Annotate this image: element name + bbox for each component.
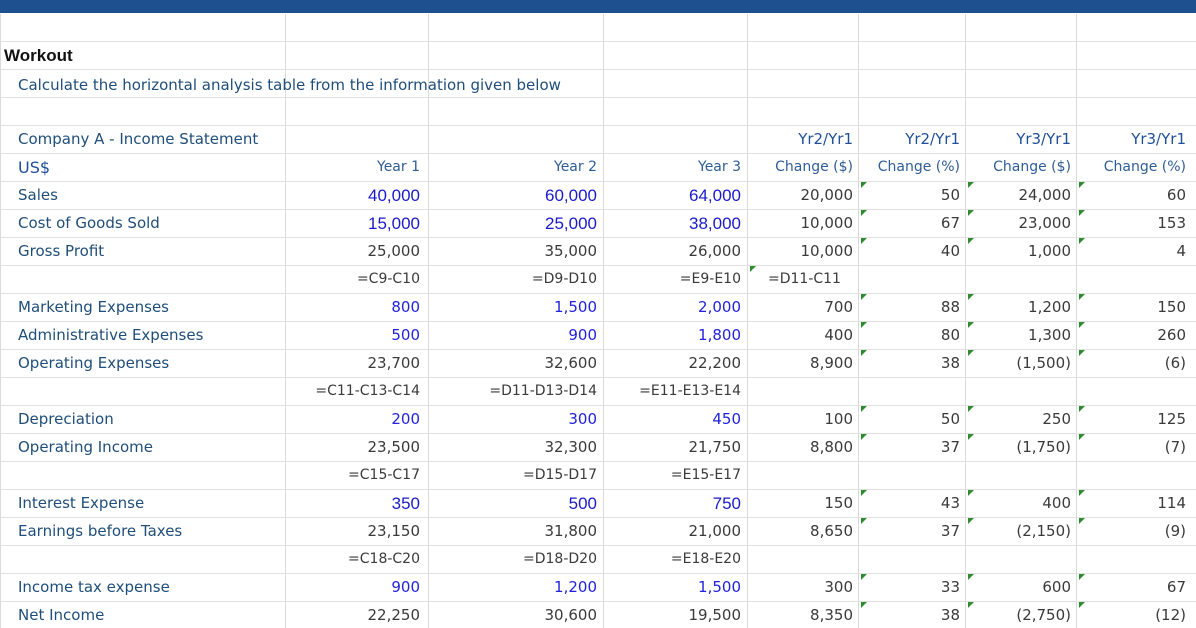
- yr3-change-percent-cell[interactable]: 4: [1176, 242, 1186, 260]
- table-row[interactable]: [0, 182, 1196, 210]
- yr3-change-dollar-cell[interactable]: 1,300: [1028, 326, 1071, 344]
- yr2-change-dollar-cell[interactable]: 10,000: [800, 242, 853, 260]
- row-label-cell[interactable]: Administrative Expenses: [18, 326, 204, 344]
- yr2-change-percent-cell[interactable]: 88: [940, 298, 960, 316]
- formula-error-indicator-icon: [861, 574, 867, 580]
- row-label-cell[interactable]: Operating Income: [18, 438, 153, 456]
- yr3-change-dollar-cell[interactable]: (1,500): [1016, 354, 1071, 372]
- formula-row[interactable]: [0, 378, 1196, 406]
- formula-error-indicator-icon: [861, 490, 867, 496]
- year3-value-cell[interactable]: 21,750: [688, 438, 741, 456]
- formula-text-cell[interactable]: =E11-E13-E14: [639, 383, 741, 399]
- row-label-cell[interactable]: Depreciation: [18, 410, 114, 428]
- yr3-change-percent-cell[interactable]: 67: [1166, 578, 1186, 596]
- yr2-change-dollar-cell[interactable]: 150: [824, 494, 853, 512]
- yr2-change-dollar-cell[interactable]: 8,800: [810, 438, 853, 456]
- formula-error-indicator-icon: [861, 210, 867, 216]
- year3-value-cell[interactable]: 22,200: [688, 354, 741, 372]
- table-row[interactable]: [0, 574, 1196, 602]
- formula-text-cell[interactable]: =D18-D20: [523, 551, 597, 567]
- row-label-cell[interactable]: Operating Expenses: [18, 354, 170, 372]
- formula-row[interactable]: [0, 546, 1196, 574]
- yr2-change-percent-cell[interactable]: 38: [940, 354, 960, 372]
- year3-value-cell[interactable]: 38,000: [689, 214, 741, 233]
- yr2-yr1-header-cell[interactable]: Yr2/Yr1: [905, 130, 960, 148]
- year2-value-cell[interactable]: 25,000: [545, 214, 597, 233]
- yr3-change-dollar-cell[interactable]: 1,200: [1028, 298, 1071, 316]
- formula-text-cell[interactable]: =D11-C11: [768, 271, 841, 287]
- formula-error-indicator-icon: [1079, 238, 1085, 244]
- formula-error-indicator-icon: [861, 350, 867, 356]
- year1-value-cell[interactable]: 350: [391, 494, 420, 513]
- year3-value-cell[interactable]: 26,000: [688, 242, 741, 260]
- formula-error-indicator-icon: [1079, 350, 1085, 356]
- year2-value-cell[interactable]: 1,500: [554, 298, 597, 316]
- yr2-change-dollar-cell[interactable]: 100: [824, 410, 853, 428]
- yr2-change-dollar-cell[interactable]: 20,000: [800, 186, 853, 204]
- sheet-title[interactable]: Workout: [4, 46, 73, 65]
- yr3-change-percent-cell[interactable]: 153: [1157, 214, 1186, 232]
- window-top-bar: [0, 0, 1196, 13]
- year1-value-cell[interactable]: 25,000: [367, 242, 420, 260]
- yr3-change-dollar-cell[interactable]: 600: [1042, 578, 1071, 596]
- change-percent-header-cell[interactable]: Change (%): [1103, 159, 1186, 175]
- year1-value-cell[interactable]: 23,500: [367, 438, 420, 456]
- formula-error-indicator-icon: [861, 238, 867, 244]
- formula-error-indicator-icon: [968, 490, 974, 496]
- spreadsheet-grid[interactable]: [0, 14, 1196, 628]
- yr2-change-dollar-cell[interactable]: 10,000: [800, 214, 853, 232]
- yr3-change-percent-cell[interactable]: (7): [1164, 438, 1186, 456]
- year2-value-cell[interactable]: 32,600: [544, 354, 597, 372]
- year1-value-cell[interactable]: 40,000: [368, 186, 420, 205]
- year2-value-cell[interactable]: 30,600: [544, 606, 597, 624]
- year1-value-cell[interactable]: 23,700: [367, 354, 420, 372]
- yr3-change-dollar-cell[interactable]: (2,150): [1016, 522, 1071, 540]
- year1-value-cell[interactable]: 500: [391, 326, 420, 344]
- year1-value-cell[interactable]: 900: [391, 578, 420, 596]
- year3-header-cell[interactable]: Year 3: [698, 159, 741, 175]
- year3-value-cell[interactable]: 450: [712, 410, 741, 428]
- year1-header-cell[interactable]: Year 1: [377, 159, 420, 175]
- formula-error-indicator-icon: [1079, 490, 1085, 496]
- yr3-change-dollar-cell[interactable]: (2,750): [1016, 606, 1071, 624]
- year3-value-cell[interactable]: 64,000: [689, 186, 741, 205]
- yr2-yr1-header-cell[interactable]: Yr2/Yr1: [798, 130, 853, 148]
- formula-error-indicator-icon: [861, 182, 867, 188]
- yr3-change-percent-cell[interactable]: 150: [1157, 298, 1186, 316]
- formula-error-indicator-icon: [861, 406, 867, 412]
- yr3-change-percent-cell[interactable]: 114: [1157, 494, 1186, 512]
- formula-text-cell[interactable]: =D15-D17: [523, 467, 597, 483]
- header-row-1[interactable]: [0, 126, 1196, 154]
- table-row[interactable]: [0, 294, 1196, 322]
- yr2-change-percent-cell[interactable]: 67: [940, 214, 960, 232]
- table-row[interactable]: [0, 490, 1196, 518]
- yr3-change-dollar-cell[interactable]: (1,750): [1016, 438, 1071, 456]
- sheet-subtitle[interactable]: Calculate the horizontal analysis table from the information given below: [18, 76, 561, 94]
- row-label-cell[interactable]: Income tax expense: [18, 578, 170, 596]
- row-label-cell[interactable]: Marketing Expenses: [18, 298, 169, 316]
- yr2-change-dollar-cell[interactable]: 700: [824, 298, 853, 316]
- yr2-change-percent-cell[interactable]: 50: [940, 186, 960, 204]
- year2-value-cell[interactable]: 35,000: [544, 242, 597, 260]
- yr2-change-dollar-cell[interactable]: 8,900: [810, 354, 853, 372]
- row-label-cell[interactable]: Net Income: [18, 606, 105, 624]
- yr2-change-dollar-cell[interactable]: 400: [824, 326, 853, 344]
- formula-text-cell[interactable]: =E9-E10: [679, 271, 741, 287]
- formula-error-indicator-icon: [861, 294, 867, 300]
- yr2-change-percent-cell[interactable]: 37: [940, 438, 960, 456]
- table-row[interactable]: [0, 350, 1196, 378]
- table-row[interactable]: [0, 406, 1196, 434]
- formula-text-cell[interactable]: =C9-C10: [356, 271, 420, 287]
- formula-error-indicator-icon: [1079, 322, 1085, 328]
- table-row[interactable]: [0, 322, 1196, 350]
- formula-error-indicator-icon: [968, 238, 974, 244]
- yr3-change-percent-cell[interactable]: (9): [1164, 522, 1186, 540]
- table-row[interactable]: [0, 210, 1196, 238]
- yr3-change-percent-cell[interactable]: 125: [1157, 410, 1186, 428]
- formula-error-indicator-icon: [861, 434, 867, 440]
- yr3-change-percent-cell[interactable]: (6): [1164, 354, 1186, 372]
- change-percent-header-cell[interactable]: Change (%): [877, 159, 960, 175]
- year2-value-cell[interactable]: 60,000: [545, 186, 597, 205]
- yr2-change-dollar-cell[interactable]: 300: [824, 578, 853, 596]
- year1-value-cell[interactable]: 800: [391, 298, 420, 316]
- year1-value-cell[interactable]: 23,150: [367, 522, 420, 540]
- row-label-cell[interactable]: Sales: [18, 186, 58, 204]
- formula-error-indicator-icon: [1079, 182, 1085, 188]
- formula-error-indicator-icon: [1079, 602, 1085, 608]
- formula-error-indicator-icon: [1079, 518, 1085, 524]
- yr2-change-percent-cell[interactable]: 43: [940, 494, 960, 512]
- formula-error-indicator-icon: [1079, 294, 1085, 300]
- row-label-cell[interactable]: Cost of Goods Sold: [18, 214, 160, 232]
- formula-error-indicator-icon: [968, 294, 974, 300]
- formula-error-indicator-icon: [968, 518, 974, 524]
- formula-error-indicator-icon: [968, 210, 974, 216]
- yr2-change-dollar-cell[interactable]: 8,350: [810, 606, 853, 624]
- yr3-change-dollar-cell[interactable]: 400: [1042, 494, 1071, 512]
- yr2-change-percent-cell[interactable]: 50: [940, 410, 960, 428]
- year2-value-cell[interactable]: 32,300: [544, 438, 597, 456]
- formula-row[interactable]: [0, 266, 1196, 294]
- yr2-change-percent-cell[interactable]: 33: [940, 578, 960, 596]
- year3-value-cell[interactable]: 750: [712, 494, 741, 513]
- formula-error-indicator-icon: [861, 602, 867, 608]
- year3-value-cell[interactable]: 2,000: [698, 298, 741, 316]
- title-row[interactable]: [0, 42, 1196, 70]
- year1-value-cell[interactable]: 22,250: [367, 606, 420, 624]
- yr3-yr1-header-cell[interactable]: Yr3/Yr1: [1131, 130, 1186, 148]
- row-label-cell[interactable]: Earnings before Taxes: [18, 522, 183, 540]
- row-label-cell[interactable]: Gross Profit: [18, 242, 105, 260]
- yr2-change-percent-cell[interactable]: 38: [940, 606, 960, 624]
- empty-row[interactable]: [0, 14, 1196, 42]
- formula-text-cell[interactable]: =C11-C13-C14: [315, 383, 420, 399]
- formula-error-indicator-icon: [1079, 574, 1085, 580]
- formula-error-indicator-icon: [1079, 434, 1085, 440]
- year3-value-cell[interactable]: 1,800: [698, 326, 741, 344]
- formula-error-indicator-icon: [968, 602, 974, 608]
- change-dollar-header-cell[interactable]: Change ($): [993, 159, 1071, 175]
- yr2-change-percent-cell[interactable]: 40: [940, 242, 960, 260]
- table-row[interactable]: [0, 434, 1196, 462]
- formula-text-cell[interactable]: =C18-C20: [348, 551, 420, 567]
- year2-value-cell[interactable]: 500: [568, 494, 597, 513]
- formula-error-indicator-icon: [1079, 210, 1085, 216]
- yr2-change-dollar-cell[interactable]: 8,650: [810, 522, 853, 540]
- yr3-yr1-header-cell[interactable]: Yr3/Yr1: [1016, 130, 1071, 148]
- yr3-change-percent-cell[interactable]: 260: [1157, 326, 1186, 344]
- yr3-change-percent-cell[interactable]: 60: [1166, 186, 1186, 204]
- formula-error-indicator-icon: [968, 406, 974, 412]
- yr3-change-dollar-cell[interactable]: 250: [1042, 410, 1071, 428]
- currency-cell[interactable]: US$: [18, 158, 51, 177]
- year2-value-cell[interactable]: 31,800: [544, 522, 597, 540]
- formula-error-indicator-icon: [968, 322, 974, 328]
- formula-text-cell[interactable]: =E18-E20: [670, 551, 741, 567]
- yr3-change-dollar-cell[interactable]: 1,000: [1028, 242, 1071, 260]
- empty-row[interactable]: [0, 98, 1196, 126]
- yr2-change-percent-cell[interactable]: 80: [940, 326, 960, 344]
- formula-text-cell[interactable]: =D11-D13-D14: [489, 383, 597, 399]
- yr3-change-percent-cell[interactable]: (12): [1155, 606, 1186, 624]
- formula-error-indicator-icon: [968, 434, 974, 440]
- year2-value-cell[interactable]: 300: [568, 410, 597, 428]
- company-name-cell[interactable]: Company A - Income Statement: [18, 130, 259, 148]
- year1-value-cell[interactable]: 200: [391, 410, 420, 428]
- formula-error-indicator-icon: [750, 266, 756, 272]
- header-row-2[interactable]: [0, 154, 1196, 182]
- formula-row[interactable]: [0, 462, 1196, 490]
- formula-error-indicator-icon: [861, 322, 867, 328]
- year2-value-cell[interactable]: 1,200: [554, 578, 597, 596]
- year3-value-cell[interactable]: 21,000: [688, 522, 741, 540]
- formula-text-cell[interactable]: =C15-C17: [348, 467, 420, 483]
- formula-error-indicator-icon: [968, 574, 974, 580]
- formula-error-indicator-icon: [1079, 406, 1085, 412]
- year2-header-cell[interactable]: Year 2: [554, 159, 597, 175]
- formula-text-cell[interactable]: =E15-E17: [670, 467, 741, 483]
- change-dollar-header-cell[interactable]: Change ($): [775, 159, 853, 175]
- table-row[interactable]: [0, 602, 1196, 628]
- yr3-change-dollar-cell[interactable]: 23,000: [1018, 214, 1071, 232]
- formula-text-cell[interactable]: =D9-D10: [531, 271, 597, 287]
- year3-value-cell[interactable]: 1,500: [698, 578, 741, 596]
- yr3-change-dollar-cell[interactable]: 24,000: [1018, 186, 1071, 204]
- formula-error-indicator-icon: [861, 518, 867, 524]
- year3-value-cell[interactable]: 19,500: [688, 606, 741, 624]
- formula-error-indicator-icon: [968, 182, 974, 188]
- year2-value-cell[interactable]: 900: [568, 326, 597, 344]
- formula-error-indicator-icon: [968, 350, 974, 356]
- table-row[interactable]: [0, 518, 1196, 546]
- table-row[interactable]: [0, 238, 1196, 266]
- yr2-change-percent-cell[interactable]: 37: [940, 522, 960, 540]
- row-label-cell[interactable]: Interest Expense: [18, 494, 145, 512]
- year1-value-cell[interactable]: 15,000: [368, 214, 420, 233]
